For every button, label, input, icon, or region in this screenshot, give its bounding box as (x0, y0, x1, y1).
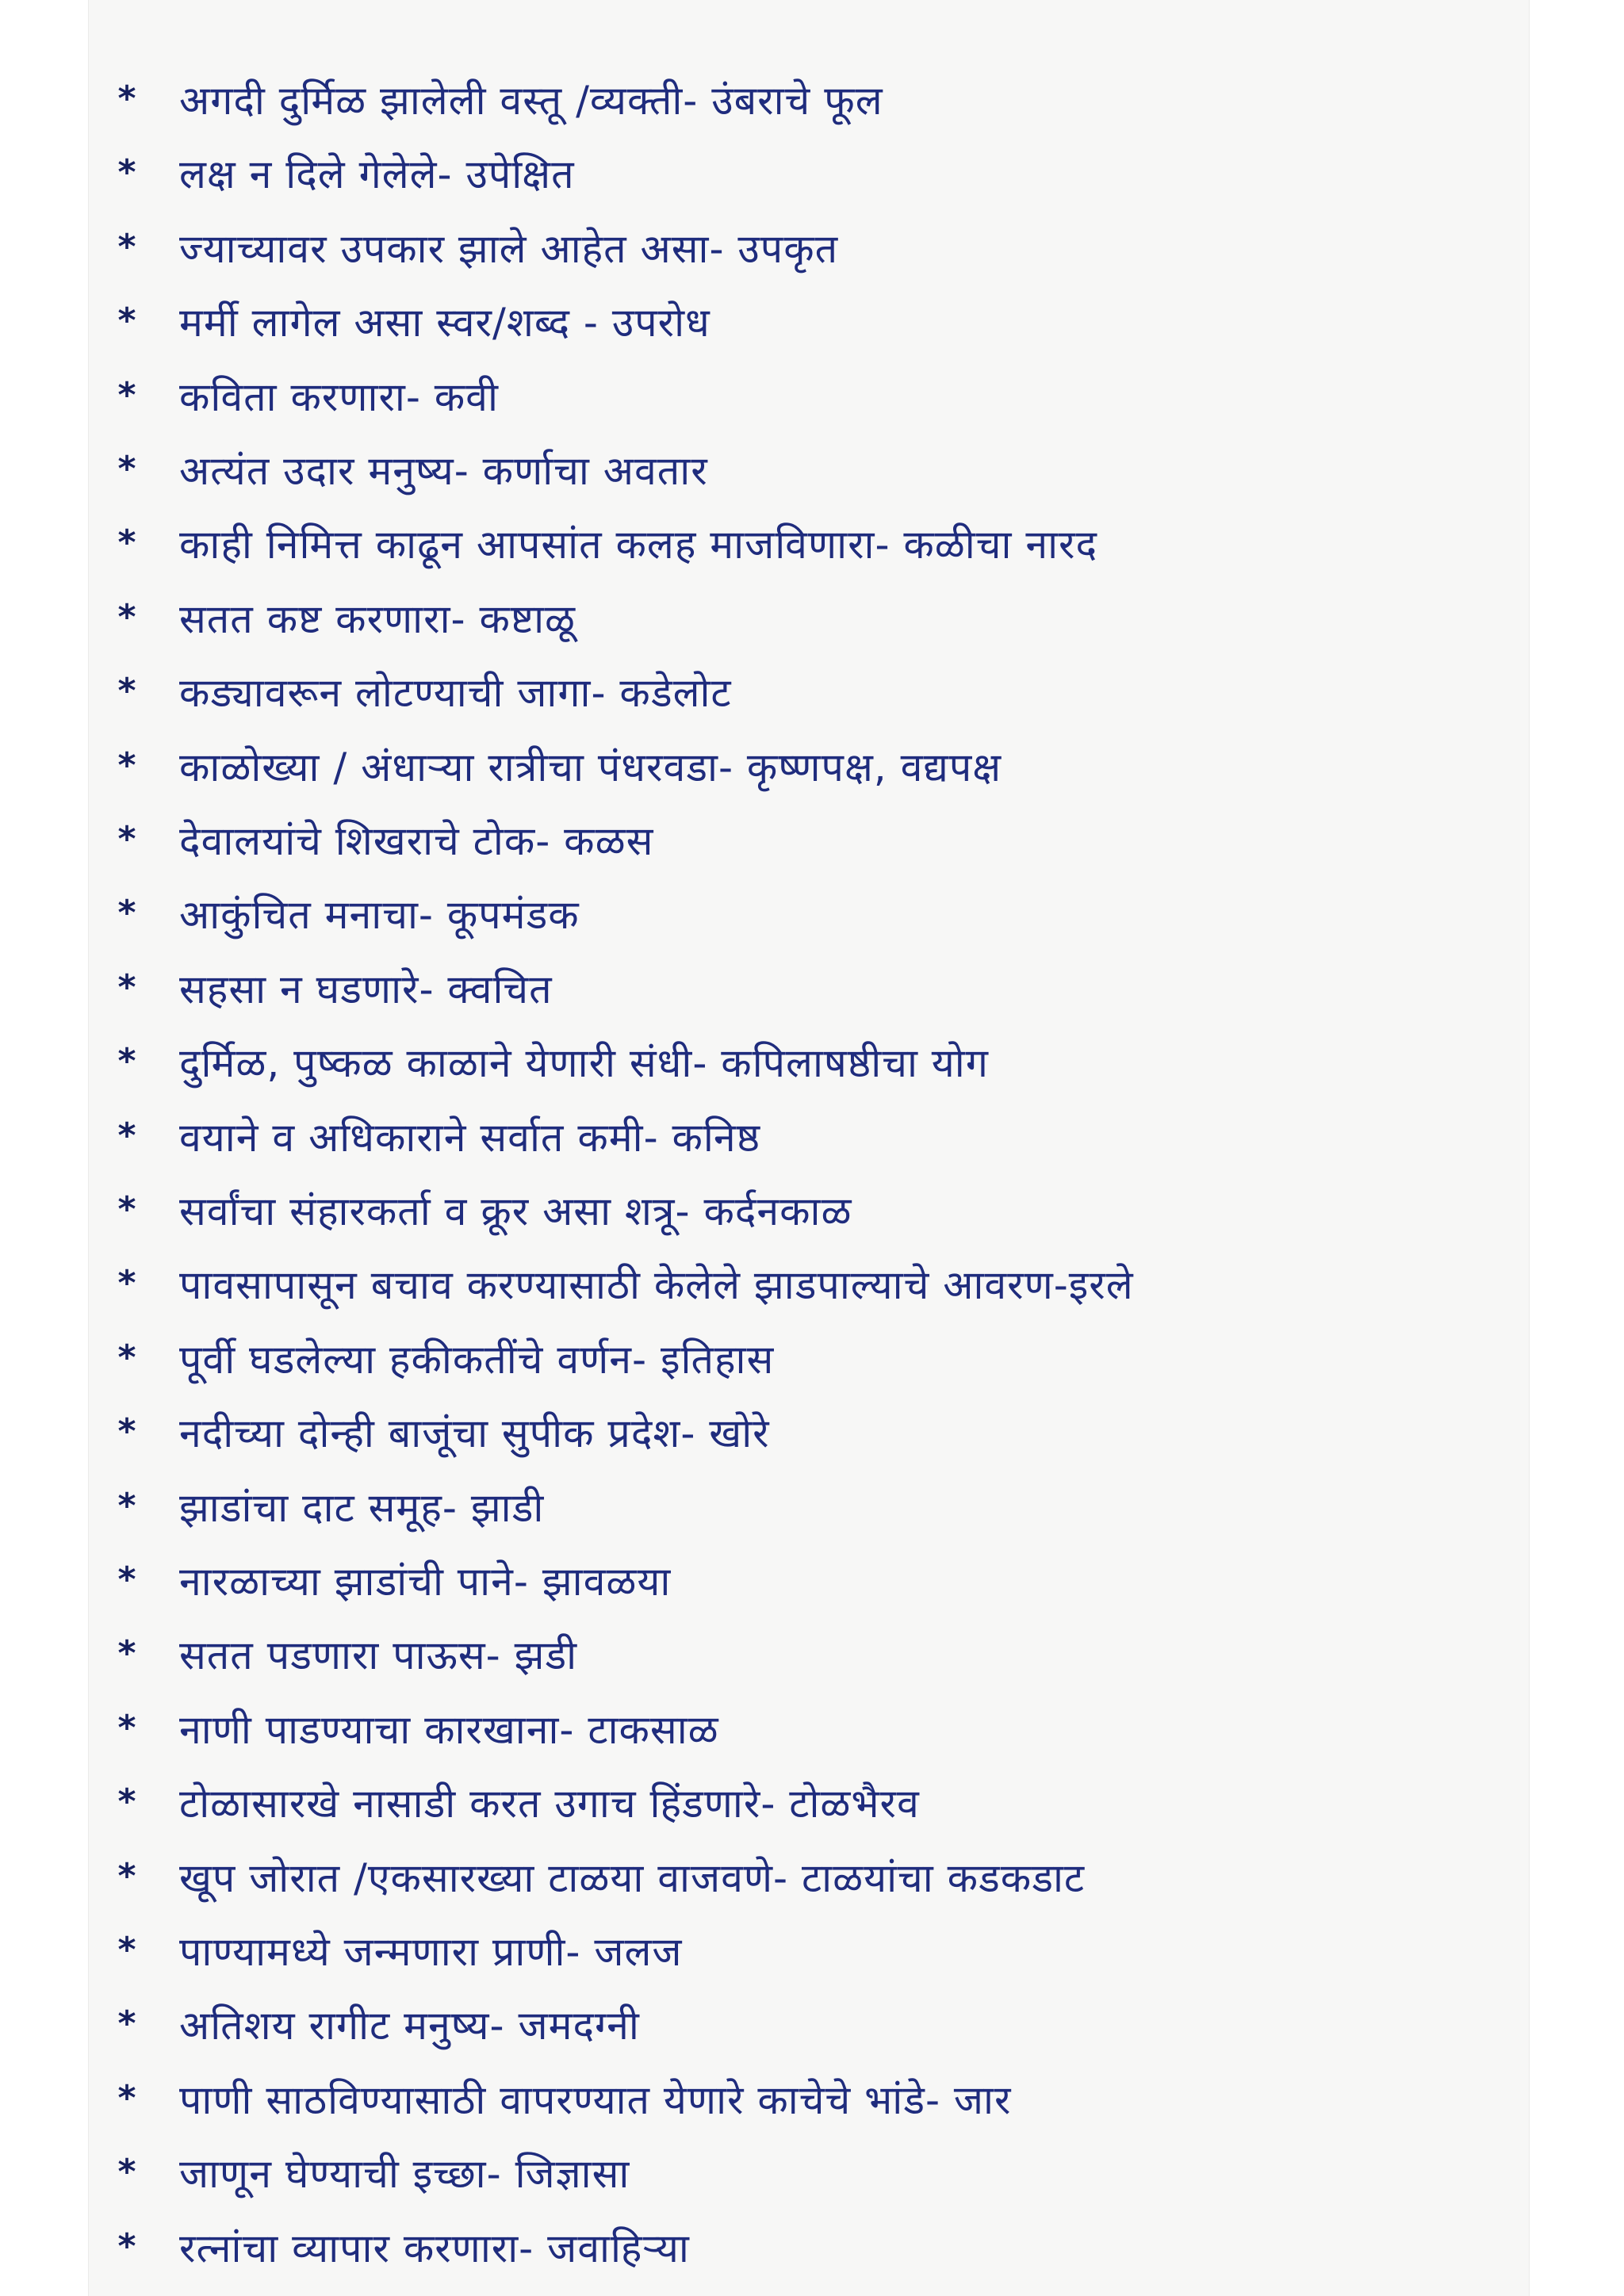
list-item-text: अतिशय रागीट मनुष्य- जमदग्नी (179, 2002, 640, 2049)
list-item (105, 1246, 1134, 1320)
list-item-text: कविता करणारा- कवी (179, 373, 499, 420)
asterisk-bullet-icon: * (117, 375, 136, 415)
notebook-page (89, 0, 1529, 2296)
list-item (105, 1469, 544, 1543)
list-item-text: ज्याच्यावर उपकार झाले आहेत असा- उपकृत (179, 225, 839, 272)
list-item-text: सतत कष्ट करणारा- कष्टाळू (179, 595, 576, 642)
asterisk-bullet-icon: * (117, 1263, 136, 1303)
list-item (105, 136, 575, 209)
list-item (105, 1395, 770, 1468)
list-item (105, 1543, 671, 1617)
asterisk-bullet-icon: * (117, 819, 136, 859)
asterisk-bullet-icon: * (117, 2226, 136, 2267)
list-item-text: दुर्मिळ, पुष्कळ काळाने येणारी संधी- कपिलाषष्ठीचा योग (179, 1039, 989, 1086)
list-item (105, 1099, 760, 1173)
list-item (105, 951, 553, 1024)
list-item (105, 580, 576, 654)
list-item (105, 802, 653, 876)
list-item (105, 284, 710, 358)
list-item-text: पावसापासून बचाव करण्यासाठी केलेले झाडपाल्याचे आवरण-इरले (179, 1261, 1134, 1308)
asterisk-bullet-icon: * (117, 893, 136, 933)
list-item (105, 2135, 630, 2209)
asterisk-bullet-icon: * (117, 522, 136, 563)
asterisk-bullet-icon: * (117, 1411, 136, 1452)
asterisk-bullet-icon: * (117, 2152, 136, 2192)
asterisk-bullet-icon: * (117, 1115, 136, 1156)
list-item-text: टोळासारखे नासाडी करत उगाच हिंडणारे- टोळभैरव (179, 1780, 920, 1827)
list-item (105, 1987, 640, 2061)
asterisk-bullet-icon: * (117, 1856, 136, 1896)
list-item (105, 2210, 690, 2283)
list-item (105, 62, 883, 136)
list-item (105, 506, 1097, 580)
asterisk-bullet-icon: * (117, 967, 136, 1008)
list-item-text: पाण्यामध्ये जन्मणारा प्राणी- जलज (179, 1928, 683, 1975)
list-item-text: आकुंचित मनाचा- कूपमंडक (179, 891, 580, 938)
asterisk-bullet-icon: * (117, 449, 136, 489)
asterisk-bullet-icon: * (117, 1633, 136, 1674)
list-item (105, 1173, 852, 1246)
asterisk-bullet-icon: * (117, 152, 136, 193)
list-item-text: सर्वांचा संहारकर्ता व क्रूर असा शत्रू- कर्दनकाळ (179, 1188, 852, 1234)
list-item-text: नदीच्या दोन्ही बाजूंचा सुपीक प्रदेश- खोरे (179, 1410, 770, 1456)
list-item (105, 1024, 989, 1098)
list-item (105, 1913, 682, 1987)
asterisk-bullet-icon: * (117, 2003, 136, 2044)
list-item-text: अगदी दुर्मिळ झालेली वस्तू /व्यक्ती- उंबराचे फूल (179, 77, 883, 124)
asterisk-bullet-icon: * (117, 300, 136, 341)
asterisk-bullet-icon: * (117, 1486, 136, 1526)
list-item-text: लक्ष न दिले गेलेले- उपेक्षित (179, 151, 575, 197)
asterisk-bullet-icon: * (117, 1708, 136, 1748)
handwritten-list (89, 0, 1529, 2296)
list-item-text: झाडांचा दाट समूह- झाडी (179, 1484, 545, 1531)
asterisk-bullet-icon: * (117, 1337, 136, 1378)
list-item-text: देवालयांचे शिखराचे टोक- कळस (179, 817, 654, 864)
asterisk-bullet-icon: * (117, 2078, 136, 2118)
list-item (105, 2061, 1011, 2135)
list-item (105, 876, 580, 950)
list-item-text: काळोख्या / अंधाऱ्या रात्रीचा पंधरवडा- कृष्णपक्ष, वद्यपक्ष (179, 744, 1002, 790)
asterisk-bullet-icon: * (117, 1781, 136, 1822)
list-item (105, 729, 1002, 802)
list-item (105, 358, 499, 432)
list-item-text: काही निमित्त काढून आपसांत कलह माजविणारा- कळीचा नारद (179, 521, 1098, 568)
list-item-text: नाणी पाडण्याचा कारखाना- टाकसाळ (179, 1706, 719, 1753)
list-item-text: सहसा न घडणारे- क्वचित (179, 966, 553, 1012)
asterisk-bullet-icon: * (117, 1189, 136, 1230)
asterisk-bullet-icon: * (117, 745, 136, 786)
list-item (105, 432, 708, 506)
list-item (105, 1691, 719, 1765)
asterisk-bullet-icon: * (117, 1041, 136, 1081)
list-item (105, 1321, 774, 1395)
list-item-text: जाणून घेण्याची इच्छा- जिज्ञासा (179, 2150, 630, 2197)
asterisk-bullet-icon: * (117, 671, 136, 711)
list-item-text: अत्यंत उदार मनुष्य- कर्णाचा अवतार (179, 447, 708, 494)
asterisk-bullet-icon: * (117, 78, 136, 119)
list-item (105, 1765, 920, 1839)
list-item-text: मर्मी लागेल असा स्वर/शब्द - उपरोध (179, 299, 710, 346)
list-item-text: नारळाच्या झाडांची पाने- झावळया (179, 1558, 672, 1605)
list-item-text: कड्यावरून लोटण्याची जागा- कडेलोट (179, 669, 732, 716)
list-item-text: पूर्वी घडलेल्या हकीकतींचे वर्णन- इतिहास (179, 1336, 775, 1383)
list-item (105, 1617, 577, 1690)
list-item-text: वयाने व अधिकाराने सर्वात कमी- कनिष्ठ (179, 1114, 761, 1161)
list-item (105, 210, 838, 284)
asterisk-bullet-icon: * (117, 227, 136, 267)
list-item-text: पाणी साठविण्यासाठी वापरण्यात येणारे काचेचे भांडे- जार (179, 2076, 1012, 2123)
list-item (105, 1839, 1085, 1913)
asterisk-bullet-icon: * (117, 1559, 136, 1600)
asterisk-bullet-icon: * (117, 597, 136, 637)
asterisk-bullet-icon: * (117, 1930, 136, 1970)
list-item-text: रत्नांचा व्यापार करणारा- जवाहिऱ्या (179, 2225, 690, 2271)
list-item-text: सतत पडणारा पाऊस- झडी (179, 1632, 578, 1678)
list-item (105, 654, 732, 728)
list-item-text: खूप जोरात /एकसारख्या टाळया वाजवणे- टाळयांचा कडकडाट (179, 1854, 1086, 1901)
